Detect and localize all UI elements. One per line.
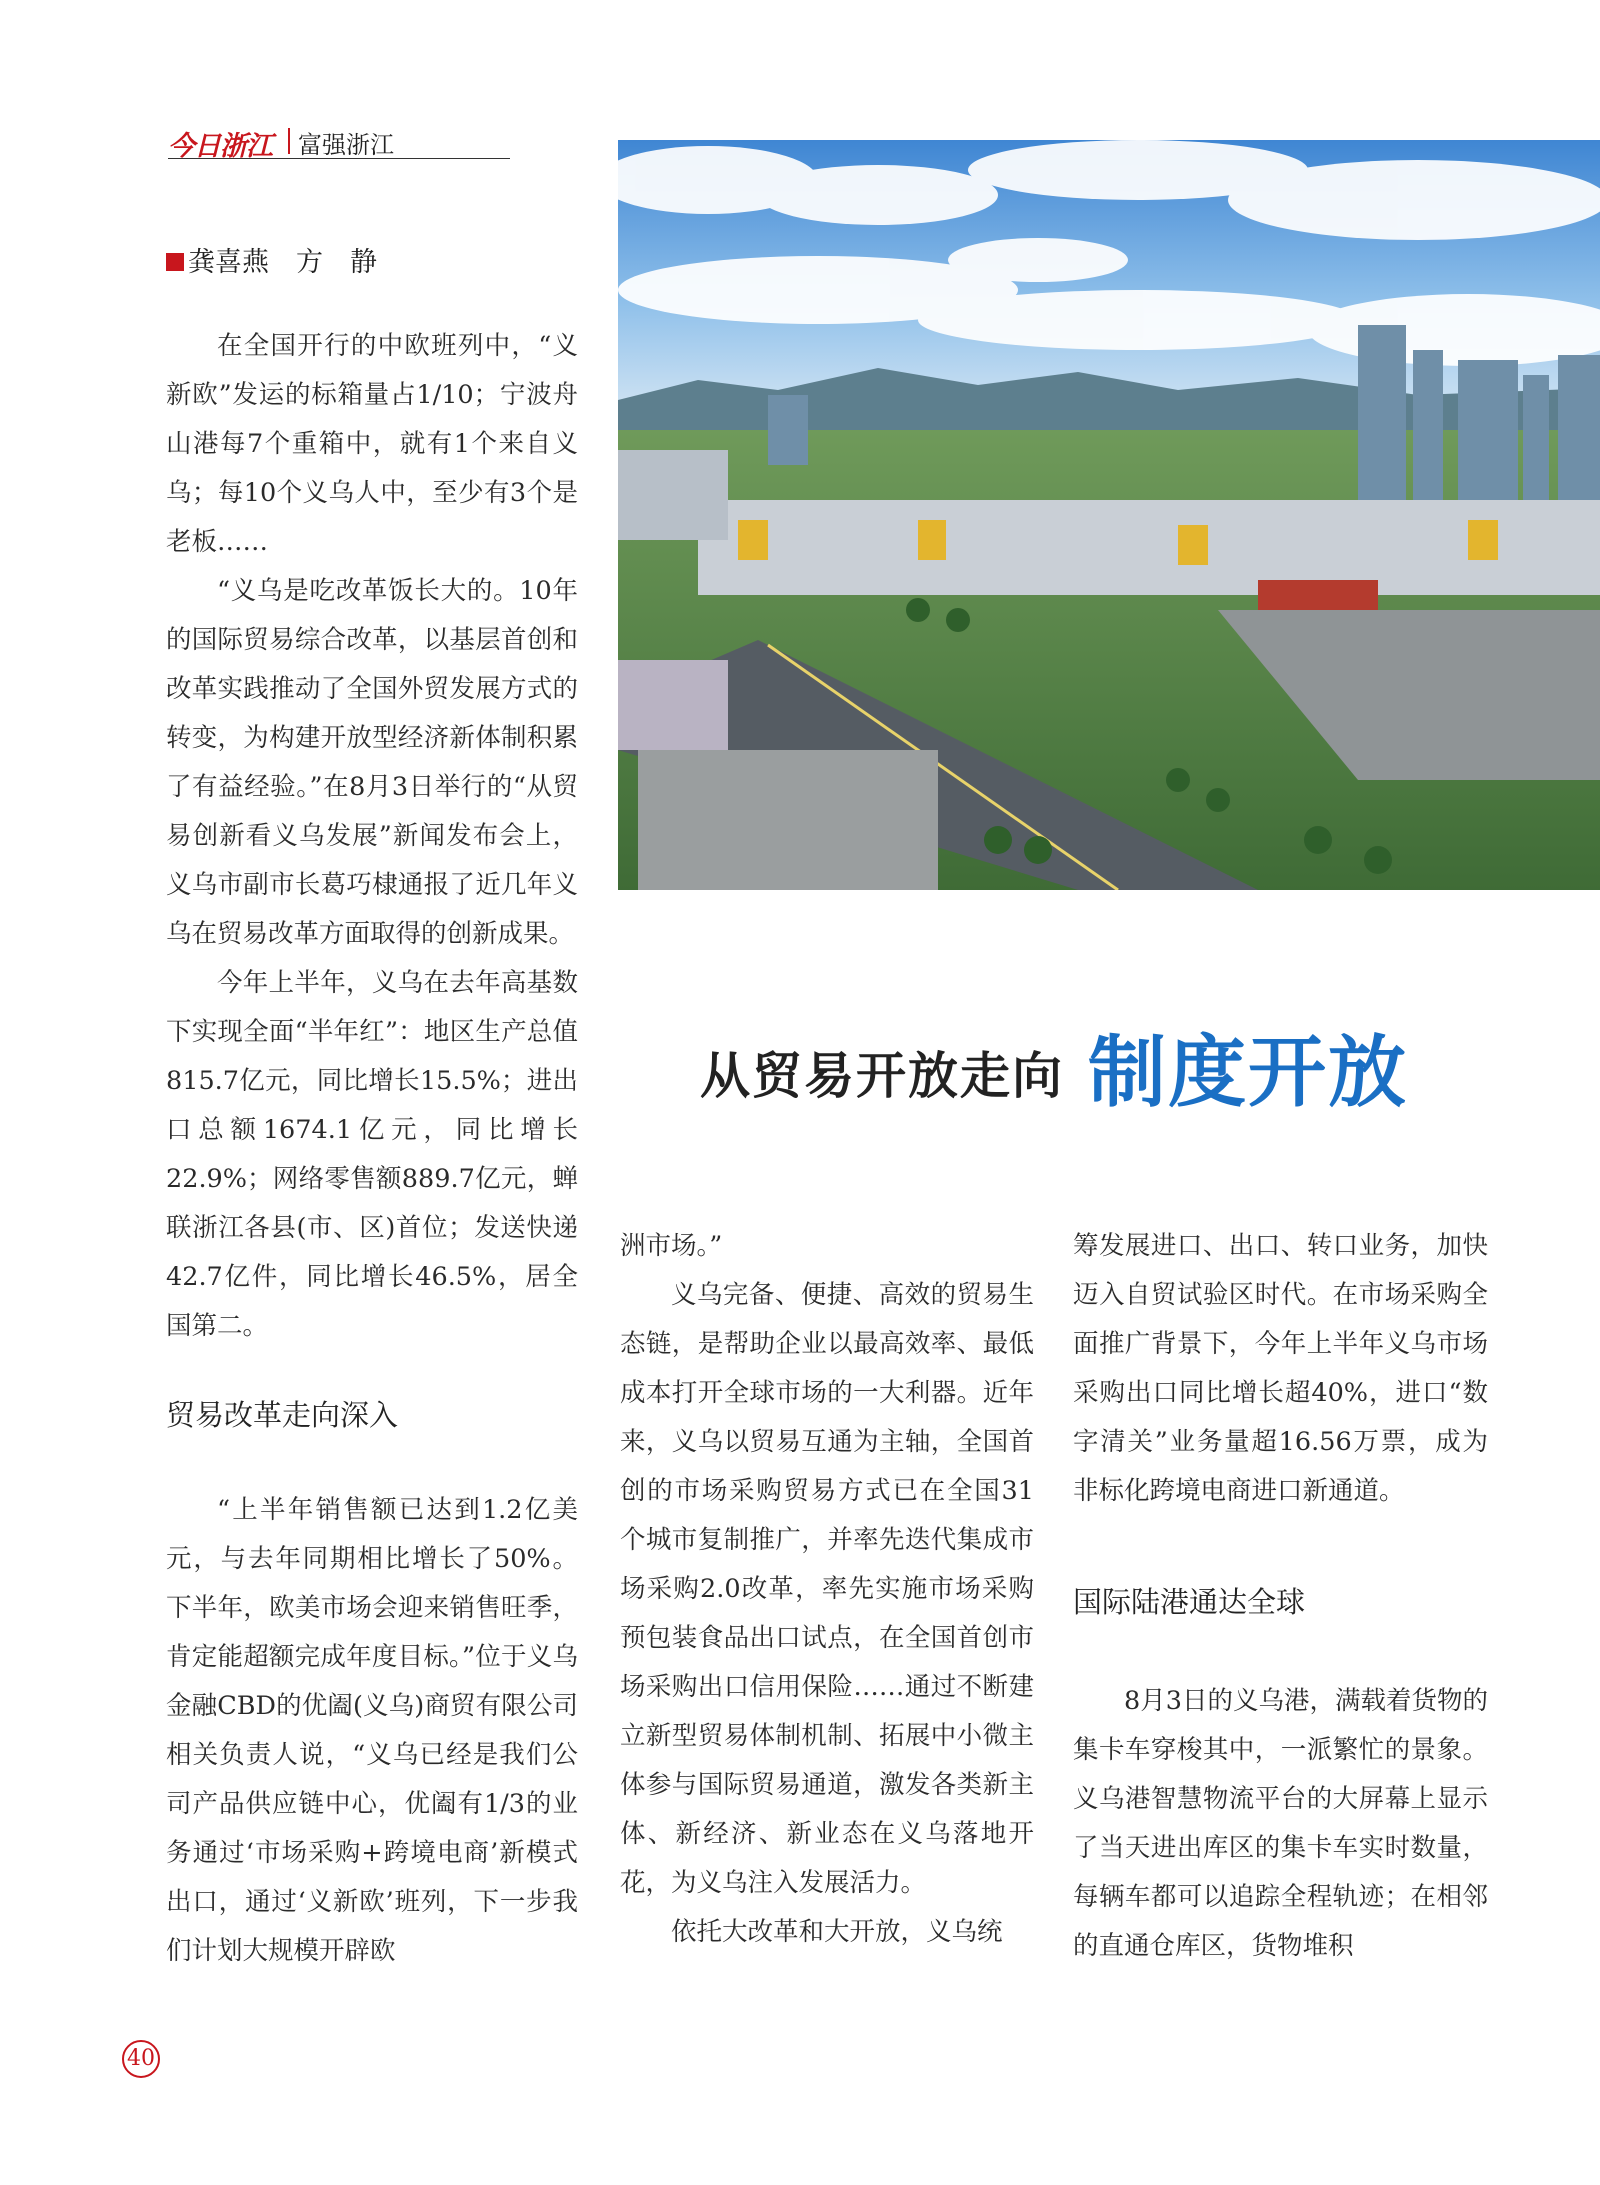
subheading-inland-port: 国际陆港通达全球 xyxy=(1073,1585,1306,1619)
paragraph: 义乌完备、便捷、高效的贸易生态链，是帮助企业以最高效率、最低成本打开全球市场的一大利器。近年来，义乌以贸易互通为主轴，全国首创的市场采购贸易方式已在全国31个城市复制推广，并率先迭代集成市场采购2.0改革，率先实施市场采购预包装食品出口试点，在全国首创市场采购出口信用保险……通过不断建立新型贸易体制机制、拓展中小微主体参与国际贸易通道，激发各类新主体、新经济、新业态在义乌落地开花，为义乌注入发展活力。 xyxy=(620,1280,1034,1898)
magazine-header xyxy=(168,122,510,162)
city-aerial-photo xyxy=(618,140,1600,890)
paragraph: 筹发展进口、出口、转口业务，加快迈入自贸试验区时代。在市场采购全面推广背景下，今年上半年义乌市场采购出口同比增长超40%，进口“数字清关”业务量超16.56万票，成为非标化跨境电商进口新通道。 xyxy=(1073,1231,1488,1506)
article-column-3-continued xyxy=(1073,1677,1488,1971)
magazine-logo: 今日浙江 xyxy=(168,131,272,162)
aerial-city-illustration xyxy=(618,140,1600,890)
author-names: 龚喜燕 方 静 xyxy=(188,247,377,278)
article-column-1-continued xyxy=(166,1486,578,1976)
paragraph: 在全国开行的中欧班列中，“义新欧”发运的标箱量占1/10；宁波舟山港每7个重箱中，就有1个来自义乌；每10个义乌人中，至少有3个是老板…… xyxy=(166,331,578,557)
article-column-2 xyxy=(620,1222,1034,1957)
subheading-trade-reform: 贸易改革走向深入 xyxy=(166,1398,399,1432)
article-column-1 xyxy=(166,322,578,1351)
header-divider xyxy=(288,128,290,154)
title-part-2: 制度开放 xyxy=(1088,1028,1409,1118)
paragraph: 依托大改革和大开放，义乌统 xyxy=(671,1917,1003,1947)
page-number: 40 xyxy=(122,2040,160,2078)
red-square-icon xyxy=(166,253,184,271)
paragraph: 今年上半年，义乌在去年高基数下实现全面“半年红”：地区生产总值815.7亿元，同比增长15.5%；进出口总额1674.1亿元，同比增长22.9%；网络零售额889.7亿元，蝉联浙江各县(市、区)首位；发送快递42.7亿件，同比增长46.5%，居全国第二。 xyxy=(166,968,578,1341)
article-column-3 xyxy=(1073,1222,1488,1516)
paragraph: “上半年销售额已达到1.2亿美元，与去年同期相比增长了50%。下半年，欧美市场会迎来销售旺季，肯定能超额完成年度目标。”位于义乌金融CBD的优阖(义乌)商贸有限公司相关负责人说，“义乌已经是我们公司产品供应链中心，优阖有1/3的业务通过‘市场采购+跨境电商’新模式出口，通过‘义新欧’班列，下一步我们计划大规模开辟欧 xyxy=(166,1495,578,1966)
paragraph: 洲市场。” xyxy=(620,1231,723,1261)
title-part-1: 从贸易开放走向 xyxy=(700,1046,1064,1105)
article-title xyxy=(700,1010,1408,1122)
paragraph: 8月3日的义乌港，满载着货物的集卡车穿梭其中，一派繁忙的景象。义乌港智慧物流平台的大屏幕上显示了当天进出库区的集卡车实时数量，每辆车都可以追踪全程轨迹；在相邻的直通仓库区，货物堆积 xyxy=(1073,1686,1488,1961)
paragraph: “义乌是吃改革饭长大的。10年的国际贸易综合改革，以基层首创和改革实践推动了全国外贸发展方式的转变，为构建开放型经济新体制积累了有益经验。”在8月3日举行的“从贸易创新看义乌发展”新闻发布会上，义乌市副市长葛巧棣通报了近几年义乌在贸易改革方面取得的创新成果。 xyxy=(166,576,578,949)
section-label: 富强浙江 xyxy=(298,131,394,159)
byline xyxy=(166,240,377,279)
